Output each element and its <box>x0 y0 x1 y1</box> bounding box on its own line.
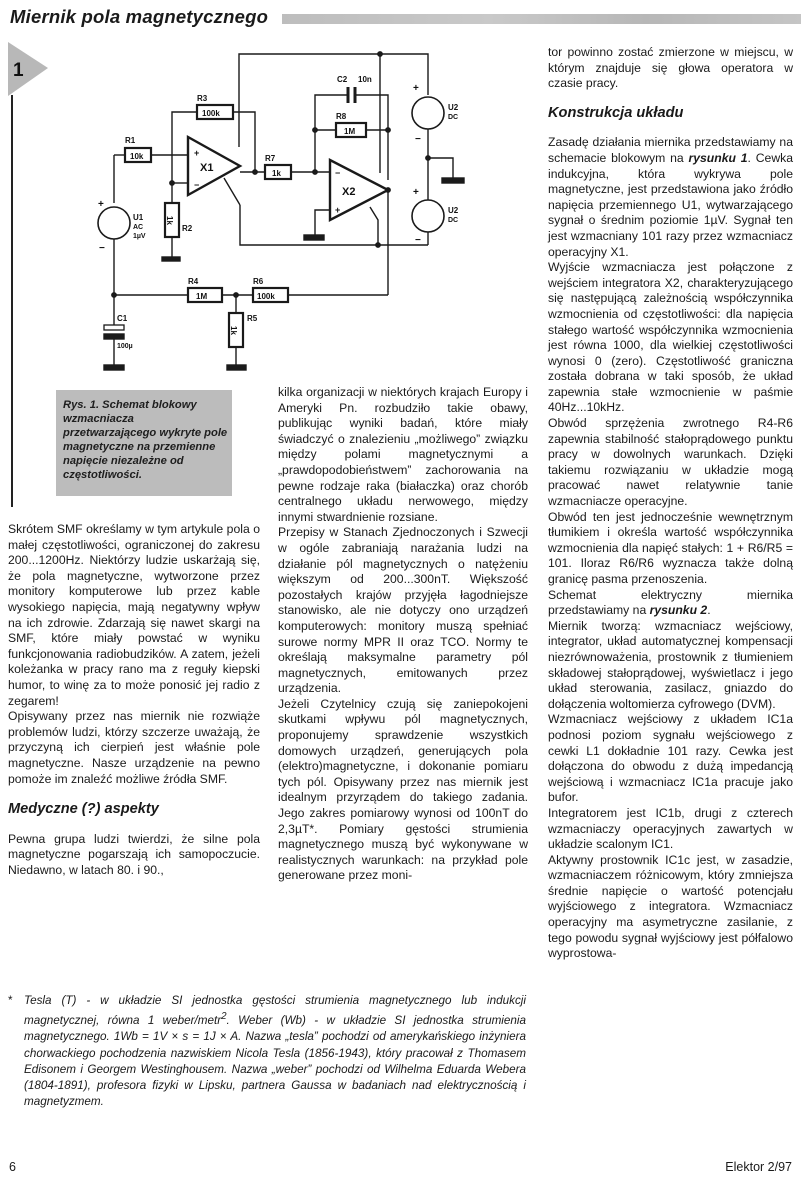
text: . Cewka indukcyjna, która wykrywa pole magnetyczne, jest przedstawiona jako źródło napięcia przemiennego U1, wytwarzającego sygnał o średnim poziomie 1µV. Sygnał ten jest wzmacniany 101 razy przez wzmacniacz operacyjny X1. <box>548 150 794 259</box>
junction <box>386 128 390 132</box>
text: Tesla (T) - w układzie SI jednostka gęstości strumienia magnetycznego lub indukcji magnetycznej, równa 1 weber/metr <box>24 994 526 1028</box>
minus-sign: − <box>335 168 341 178</box>
minus-sign: − <box>415 235 421 246</box>
figure-caption: Rys. 1. Schemat blokowy wzmacniacza przetwarzającego wykryte pole magnetyczne na przemienne napięcie niezależne od częstotliwości. <box>56 390 232 496</box>
r7-value: 1k <box>272 169 281 178</box>
plus-sign: + <box>194 148 200 158</box>
r8-value: 1M <box>344 127 356 136</box>
wire <box>315 210 330 235</box>
section-heading: Medyczne (?) aspekty <box>8 801 159 818</box>
superscript: 2 <box>221 1011 227 1023</box>
wire <box>224 178 240 205</box>
r1-label: R1 <box>125 136 136 145</box>
u2-type: DC <box>448 217 459 224</box>
u1-type: AC <box>133 224 144 231</box>
paragraph: Przepisy w Stanach Zjednoczonych i Szwecji w ogóle zabraniają narażania ludzi na działanie pól magnetycznych o natężeniu większym od 200...300nT. Większość pozostałych krajów przyjęła łagodniejsze stanowisko, ale nie dotyczy ono urządzeń komputerowych: monitory muszą spełniać surowe normy MPR II oraz TCO. Normy te określają maksymalne parametry pól magnetycznych, emitowanych przez urządzenia. <box>278 525 528 696</box>
plus-sign: + <box>335 205 341 215</box>
figure-number-badge <box>8 42 48 96</box>
plus-sign: + <box>413 83 419 94</box>
text: Zasadę działania miernika przedstawiamy na schemacie blokowym na <box>548 135 793 165</box>
minus-sign: − <box>415 134 421 145</box>
u1-label: U1 <box>133 213 144 222</box>
ground-symbol <box>162 257 180 261</box>
paragraph: Skrótem SMF określamy w tym artykule pola o małej częstotliwości, ograniczonej do zakresu 200...1200Hz. Niektórzy ludzie uskarżają się, że pola magnetyczne, wytworzone przez monitory komputerowe lub przez kable wysokiego napięcia, mają negatywny wpływ na ich zdrowie. Zdarzają się nawet skargi na SMF, które miały powstać w wyniku funkcjonowania radiobudzików. A zatem, jeżeli koleżanka w pracy rano ma z reguły kiepski humor, to winę za to może ponosić jej radio z zegarem! <box>8 522 260 708</box>
u2-type: DC <box>448 114 459 121</box>
r6-value: 100k <box>257 292 275 301</box>
junction <box>376 243 380 247</box>
ground-symbol <box>227 365 246 370</box>
x1-label: X1 <box>200 162 214 174</box>
minus-sign: − <box>194 180 200 190</box>
text: Schemat elektryczny miernika przedstawiamy na <box>548 587 793 618</box>
voltage-source-u2-bottom <box>412 200 444 232</box>
paragraph: Pewna grupa ludzi twierdzi, że silne pola magnetyczne pogarszają ich samopoczucie. Niedawno, w latach 80. i 90., <box>8 831 260 877</box>
article-title: Miernik pola magnetycznego <box>10 6 269 27</box>
r2-label: R2 <box>182 224 193 233</box>
ground-symbol <box>442 178 464 183</box>
footnote <box>8 993 526 1110</box>
text: . <box>707 603 711 618</box>
figure-reference: rysunku 1 <box>688 150 748 165</box>
r8-label: R8 <box>336 112 347 121</box>
r3-label: R3 <box>197 94 208 103</box>
paragraph: Integratorem jest IC1b, drugi z czterech wzmacniaczy operacyjnych zawartych w układzie scalonym IC1. <box>548 805 793 852</box>
r4-value: 1M <box>196 292 208 301</box>
figure-number: 1 <box>13 60 24 81</box>
paragraph: Miernik tworzą: wzmacniacz wejściowy, integrator, układ automatycznej kompensacji niezrównoważenia, prostownik z tłumieniem składowej stałoprądowej, wyświetlacz i jego układ sterowania, zasilacz, gniazdo do dołączenia woltomierza cyfrowego (DVM). <box>548 618 793 711</box>
column-1 <box>8 522 260 878</box>
paragraph: Wyjście wzmacniacza jest połączone z wejściem integratora X2, charakteryzującego się następującą zależnością współczynnika wzmocnienia od częstotliwości: dla napięcia stałego wartość współczynnika wzmocnienia jest równa 1000, dla wielkiej częstotliwości wynosi 0 (zero). Częstotliwość graniczna została dobrana w taki sposób, że układ zapewnia stałe wzmocnienie w paśmie 40Hz...10kHz. <box>548 260 793 415</box>
x2-label: X2 <box>342 186 356 198</box>
r5-value: 1k <box>229 326 238 335</box>
wire <box>428 158 453 178</box>
page-number: 6 <box>9 1160 16 1174</box>
r1-value: 10k <box>130 152 144 161</box>
wire-top <box>239 54 428 147</box>
paragraph: kilka organizacji w niektórych krajach Europy i Ameryki Pn. rozbudziło takie obawy, publikując wyniki badań, które miały świadczyć o znalezieniu „możliwego” związku między polami magnetycznymi a „prawdopodobieństwem” zachorowania na pewne rodzaje raka (białaczka) oraz chorób centralnego układu nerwowego, między innymi stwardnienie rozsiane. <box>278 385 528 524</box>
u1-value: 1µV <box>133 233 146 240</box>
r6-label: R6 <box>253 277 264 286</box>
plus-sign: + <box>98 199 104 210</box>
minus-sign: − <box>99 243 105 254</box>
footnote-text <box>24 993 526 1110</box>
junction <box>253 170 257 174</box>
paragraph <box>548 135 793 260</box>
paragraph: Jeżeli Czytelnicy czują się zaniepokojeni skutkami wpływu pól magnetycznych, proponujemy sprawdzenie wszystkich domowych urządzeń, generujących pola (elektro)magnetyczne, i dokonanie pomiaru tych pól. Opisywany przez nas miernik jest idealnym przyrządem do takiego zadania. Jego zakres pomiarowy wynosi od 100nT do 2,3µT*. Pomiary gęstości strumienia magnetycznego muszą być wykonywane w realistycznych warunkach: na przykład pole generowane przez moni- <box>278 696 528 883</box>
circuit-schematic <box>90 45 490 375</box>
magazine-issue: Elektor 2/97 <box>725 1160 792 1174</box>
voltage-source-u1 <box>98 207 130 239</box>
plus-sign: + <box>413 187 419 198</box>
capacitor-c1-plate <box>104 325 124 330</box>
text: . Weber (Wb) - w układzie SI jednostka strumienia magnetycznego. 1Wb = 1V × s = 1J × A. Nazwa „tesla” pochodzi od amerykańskiego inżyniera chorwackiego pochodzenia nazwiskiem Nicola Tesla (1856-1943), który pracował z Thomasem Edisonem i Georgem Westinghousem. Nazwa „weber” pochodzi od Wilhelma Eduarda Webera (1804-1891), profesora fizyki w Lipsku, partnera Gaussa w badaniach nad elektrycznością i magnetyzmem. <box>24 1014 527 1109</box>
column-2 <box>278 385 528 884</box>
column-3 <box>548 45 793 962</box>
r3-value: 100k <box>202 109 220 118</box>
paragraph: Opisywany przez nas miernik nie rozwiąże problemów ludzi, którzy szczerze uważają, że przyczyną ich cierpień jest właśnie pole magnetyczne. Nasze urządzenie na pewno pomoże im znaleźć możliwe źródła SMF. <box>8 709 260 786</box>
section-heading: Konstrukcja układu <box>548 104 684 121</box>
ground-symbol <box>304 235 324 240</box>
footnote-marker: * <box>8 994 13 1007</box>
capacitor-c1-plate <box>104 334 124 339</box>
paragraph: Obwód sprzężenia zwrotnego R4-R6 zapewnia stabilność stałoprądowego punktu pracy w dowolnych warunkach. Dzięki takiemu rozwiązaniu w układzie mogą pracować nawet relatywnie tanie wzmacniacze operacyjne. <box>548 416 793 509</box>
r4-label: R4 <box>188 277 199 286</box>
paragraph <box>548 588 793 619</box>
figure-reference: rysunku 2 <box>649 603 708 618</box>
ground-symbol <box>104 365 124 370</box>
figure-side-rule <box>11 95 13 507</box>
c1-value: 100µ <box>117 343 133 350</box>
wire <box>370 207 378 245</box>
r2-value: 1k <box>165 216 174 225</box>
c2-value: 10n <box>358 75 372 84</box>
r5-label: R5 <box>247 314 258 323</box>
voltage-source-u2-top <box>412 97 444 129</box>
paragraph: Obwód ten jest jednocześnie wewnętrznym tłumikiem i określa wartość współczynnika wzmocnienia dla napięć stałych: 1 + R6/R5 = 101. Iloraz R6/R6 wyznacza także dolną granicę pasma przenoszenia. <box>548 509 793 586</box>
title-decorative-bar <box>282 14 801 24</box>
r7-label: R7 <box>265 154 276 163</box>
c2-label: C2 <box>337 75 348 84</box>
c1-label: C1 <box>117 314 128 323</box>
u2-label: U2 <box>448 103 459 112</box>
paragraph: Wzmacniacz wejściowy z układem IC1a podnosi poziom sygnału wejściowego z cewki L1 dokładnie 101 razy. Cewka jest dołączona do obwodu z dużą impedancją wejściową i wzmacniacz IC1a pracuje jako bufor. <box>548 712 793 805</box>
paragraph: Aktywny prostownik IC1c jest, w zasadzie, wzmacniaczem różnicowym, który zmniejsza średnie napięcie o wartość potencjału wyjściowego z integratora. Wzmacniacz operacyjny ma asymetryczne zasilanie, z tego powodu sygnał wyjściowy jest półfalowo wyprostowa- <box>548 852 793 961</box>
u2-label: U2 <box>448 206 459 215</box>
paragraph: tor powinno zostać zmierzone w miejscu, w którym znajduje się głowa operatora w czasie pracy. <box>548 45 793 91</box>
